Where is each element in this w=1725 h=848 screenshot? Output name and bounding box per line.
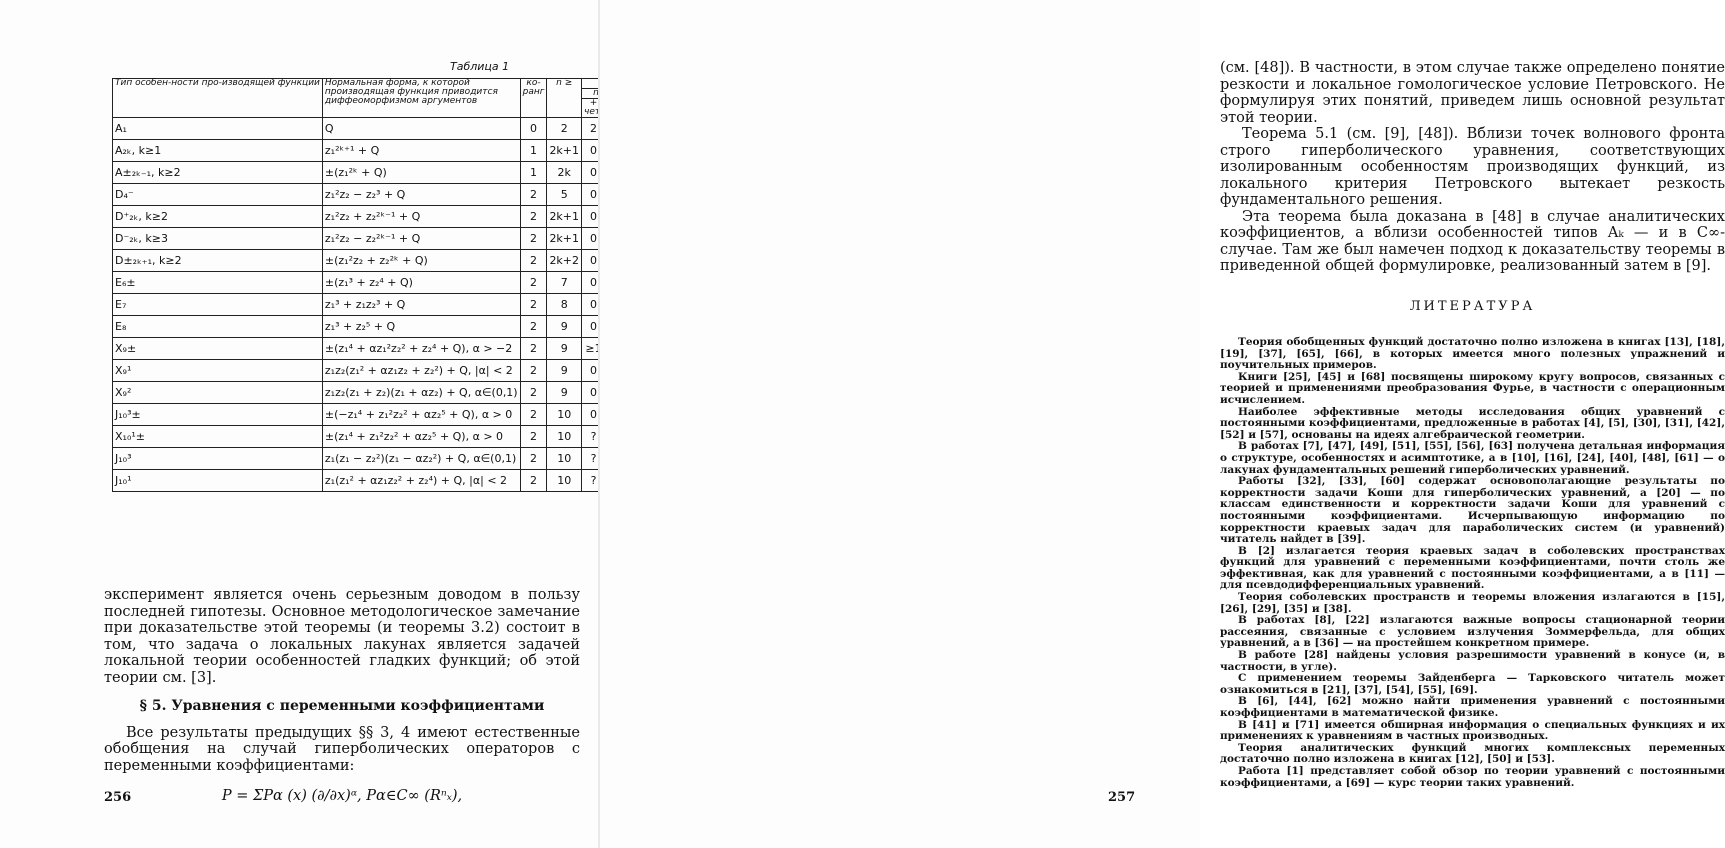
row-type: A±₂ₖ₋₁, k≥2 xyxy=(113,162,323,184)
row-lacunae-even-plus: 0 xyxy=(582,360,606,382)
references-list xyxy=(1220,337,1725,789)
table-caption: Таблица 1 xyxy=(450,60,509,73)
row-n: 2k+1 xyxy=(547,140,582,162)
row-normal-form: ±(z₁²z₂ + z₂²ᵏ + Q) xyxy=(322,250,520,272)
right-text xyxy=(1220,60,1725,789)
row-n: 2 xyxy=(547,118,582,140)
row-normal-form: Q xyxy=(322,118,520,140)
row-normal-form: ±(−z₁⁴ + z₁²z₂² + αz₂⁵ + Q), α > 0 xyxy=(322,404,520,426)
row-n: 10 xyxy=(547,426,582,448)
row-rank: 2 xyxy=(520,294,547,316)
row-type: X₁₀¹± xyxy=(113,426,323,448)
formula: P = ΣPα (x) (∂/∂x)ᵅ, Pα∈C∞ (Rⁿₓ), xyxy=(104,788,580,805)
row-normal-form: z₁(z₁² + αz₁z₂² + z₂⁴) + Q, |α| < 2 xyxy=(322,470,520,492)
row-n: 9 xyxy=(547,382,582,404)
header-n: n ≥ xyxy=(547,79,582,118)
reference-paragraph: Книги [25], [45] и [68] посвящены широкому кругу вопросов, связанных с теорией и применениями преобразования Фурье, в частности с операционным исчислением. xyxy=(1220,372,1725,407)
reference-paragraph: Теория аналитических функций многих комплексных переменных достаточно полно изложена в книгах [12], [50] и [53]. xyxy=(1220,743,1725,766)
row-n: 7 xyxy=(547,272,582,294)
row-type: E₇ xyxy=(113,294,323,316)
header-plus-even: + чет. xyxy=(582,99,606,118)
row-rank: 2 xyxy=(520,426,547,448)
paragraph: Эта теорема была доказана в [48] в случае аналитических коэффициентов, а вблизи особенностей типов Aₖ — и в C∞-случае. Там же был намечен подход к доказательству теоремы в приведенной общей формулировке, реализованный затем в [9]. xyxy=(1220,209,1725,275)
row-rank: 2 xyxy=(520,360,547,382)
row-n: 2k+2 xyxy=(547,250,582,272)
paragraph: (см. [48]). В частности, в этом случае также определено понятие резкости и локальное гомологическое условие Петровского. Не формулируя этих понятий, приведем лишь основной результат этой теории. xyxy=(1220,60,1725,126)
reference-paragraph: В [2] излагается теория краевых задач в соболевских пространствах функций для уравнений с переменными коэффициентами, почти столь же эффективная, как для уравнений с постоянными коэффициентами, а в [11] — для псевдодифференциальных уравнений. xyxy=(1220,546,1725,592)
row-n: 2k+1 xyxy=(547,206,582,228)
reference-paragraph: В [41] и [71] имеется обширная информация о специальных функциях и их применениях к уравнениям в частных производных. xyxy=(1220,720,1725,743)
row-lacunae-even-plus: 0 xyxy=(582,184,606,206)
row-type: A₁ xyxy=(113,118,323,140)
reference-paragraph: В [6], [44], [62] можно найти применения уравнений с постоянными коэффициентами в математической физике. xyxy=(1220,696,1725,719)
row-lacunae-even-plus: 0 xyxy=(582,206,606,228)
row-n: 8 xyxy=(547,294,582,316)
row-type: D⁻₂ₖ, k≥3 xyxy=(113,228,323,250)
row-normal-form: ±(z₁⁴ + z₁²z₂² + αz₂⁵ + Q), α > 0 xyxy=(322,426,520,448)
row-n: 2k+1 xyxy=(547,228,582,250)
row-lacunae-even-plus: 0 xyxy=(582,294,606,316)
right-page xyxy=(600,0,1200,848)
row-normal-form: ±(z₁³ + z₂⁴ + Q) xyxy=(322,272,520,294)
row-rank: 2 xyxy=(520,448,547,470)
row-normal-form: z₁z₂(z₁ + z₂)(z₁ + αz₂) + Q, α∈(0,1) xyxy=(322,382,520,404)
row-type: D±₂ₖ₊₁, k≥2 xyxy=(113,250,323,272)
row-n: 10 xyxy=(547,404,582,426)
reference-paragraph: Наиболее эффективные методы исследования общих уравнений с постоянными коэффициентами, предложенные в работах [4], [5], [30], [31], [42], [52] и [57], основаны на идеях алгебраической геометрии. xyxy=(1220,407,1725,442)
row-rank: 1 xyxy=(520,140,547,162)
paragraph: эксперимент является очень серьезным доводом в пользу последней гипотезы. Основное методологическое замечание при доказательстве этой теоремы (и теоремы 3.2) состоит в том, что задача о локальных лакунах является задачей локальной теории особенностей гладких функций; об этой теории см. [3]. xyxy=(104,587,580,686)
row-n: 5 xyxy=(547,184,582,206)
row-lacunae-even-plus: 0 xyxy=(582,228,606,250)
page-number: 256 xyxy=(104,790,131,805)
row-rank: 2 xyxy=(520,470,547,492)
row-normal-form: z₁(z₁ − z₂²)(z₁ − αz₂²) + Q, α∈(0,1) xyxy=(322,448,520,470)
row-lacunae-even-plus: ≥1 xyxy=(582,338,606,360)
paragraph: Все результаты предыдущих §§ 3, 4 имеют естественные обобщения на случай гиперболических операторов с переменными коэффициентами: xyxy=(104,725,580,775)
row-rank: 2 xyxy=(520,338,547,360)
row-n: 9 xyxy=(547,360,582,382)
row-lacunae-even-plus: 0 xyxy=(582,382,606,404)
row-type: X₉¹ xyxy=(113,360,323,382)
row-type: J₁₀³ xyxy=(113,448,323,470)
section-title: § 5. Уравнения с переменными коэффициентами xyxy=(104,698,580,715)
row-rank: 2 xyxy=(520,250,547,272)
row-lacunae-even-plus: 0 xyxy=(582,316,606,338)
row-rank: 2 xyxy=(520,228,547,250)
row-rank: 0 xyxy=(520,118,547,140)
row-lacunae-even-plus: 2 xyxy=(582,118,606,140)
row-lacunae-even-plus: 0 xyxy=(582,404,606,426)
row-n: 10 xyxy=(547,448,582,470)
row-rank: 2 xyxy=(520,206,547,228)
row-n: 9 xyxy=(547,338,582,360)
row-normal-form: z₁²z₂ − z₂²ᵏ⁻¹ + Q xyxy=(322,228,520,250)
row-lacunae-even-plus: ? xyxy=(582,448,606,470)
row-normal-form: z₁z₂(z₁² + αz₁z₂ + z₂²) + Q, |α| < 2 xyxy=(322,360,520,382)
row-type: J₁₀¹ xyxy=(113,470,323,492)
row-normal-form: ±(z₁²ᵏ + Q) xyxy=(322,162,520,184)
page-number: 257 xyxy=(1108,790,1135,805)
row-normal-form: z₁²z₂ − z₂³ + Q xyxy=(322,184,520,206)
row-type: J₁₀³± xyxy=(113,404,323,426)
left-text xyxy=(104,587,580,805)
reference-paragraph: В работах [7], [47], [49], [51], [55], [56], [63] получена детальная информация о структуре, особенностях и асимптотике, а в [10], [16], [24], [40], [48], [61] — о лакунах фундаментальных решений гиперболических уравнений. xyxy=(1220,441,1725,476)
row-type: A₂ₖ, k≥1 xyxy=(113,140,323,162)
row-type: X₉± xyxy=(113,338,323,360)
reference-paragraph: Работы [32], [33], [60] содержат основополагающие результаты по корректности задачи Коши для гиперболических уравнений, а [20] — по классам единственности и корректности задачи Коши для уравнений с постоянными коэффициентами. Исчерпывающую информацию по корректности краевых задач для параболических систем (и уравнений) читатель найдет в [39]. xyxy=(1220,476,1725,546)
row-normal-form: z₁²z₂ + z₂²ᵏ⁻¹ + Q xyxy=(322,206,520,228)
row-n: 9 xyxy=(547,316,582,338)
row-rank: 2 xyxy=(520,272,547,294)
row-lacunae-even-plus: 0 xyxy=(582,162,606,184)
row-rank: 2 xyxy=(520,316,547,338)
row-lacunae-even-plus: 0 xyxy=(582,250,606,272)
reference-paragraph: В работе [28] найдены условия разрешимости уравнений в конусе (и, в частности, в угле). xyxy=(1220,650,1725,673)
row-normal-form: z₁²ᵏ⁺¹ + Q xyxy=(322,140,520,162)
reference-paragraph: Теория соболевских пространств и теоремы вложения излагаются в [15], [26], [29], [35] и [38]. xyxy=(1220,592,1725,615)
row-lacunae-even-plus: ? xyxy=(582,470,606,492)
reference-paragraph: В работах [8], [22] излагаются важные вопросы стационарной теории рассеяния, связанные с условием излучения Зоммерфельда, для общих уравнений, а в [36] — на простейшем конкретном примере. xyxy=(1220,615,1725,650)
row-rank: 1 xyxy=(520,162,547,184)
theorem: Теорема 5.1 (см. [9], [48]). Вблизи точек волнового фронта строго гиперболического уравнения, соответствующих изолированным особенностям производящих функций, из локального критерия Петровского вытекает резкость фундаментального решения. xyxy=(1220,126,1725,209)
row-lacunae-even-plus: 0 xyxy=(582,272,606,294)
header-normal-form: Нормальная форма, к которой производящая функция приводится диффеоморфизмом аргументов xyxy=(322,79,520,118)
reference-paragraph: Теория обобщенных функций достаточно полно изложена в книгах [13], [18], [19], [37], [65], [66], в которых имеется много полезных упражнений и поучительных примеров. xyxy=(1220,337,1725,372)
row-normal-form: ±(z₁⁴ + αz₁²z₂² + z₂⁴ + Q), α > −2 xyxy=(322,338,520,360)
row-n: 2k xyxy=(547,162,582,184)
row-type: X₉² xyxy=(113,382,323,404)
reference-paragraph: С применением теоремы Зайденберга — Тарковского читатель может ознакомиться в [21], [37], [54], [55], [69]. xyxy=(1220,673,1725,696)
header-type: Тип особен-ности про-изводящей функции xyxy=(113,79,323,118)
row-lacunae-even-plus: ? xyxy=(582,426,606,448)
row-type: D₄⁻ xyxy=(113,184,323,206)
row-type: E₈ xyxy=(113,316,323,338)
left-page xyxy=(0,0,600,848)
row-normal-form: z₁³ + z₁z₂³ + Q xyxy=(322,294,520,316)
row-rank: 2 xyxy=(520,382,547,404)
row-rank: 2 xyxy=(520,404,547,426)
row-normal-form: z₁³ + z₂⁵ + Q xyxy=(322,316,520,338)
reference-paragraph: Работа [1] представляет собой обзор по теории уравнений с постоянными коэффициентами, а [69] — курс теории таких уравнений. xyxy=(1220,766,1725,789)
row-rank: 2 xyxy=(520,184,547,206)
row-type: D⁺₂ₖ, k≥2 xyxy=(113,206,323,228)
row-lacunae-even-plus: 0 xyxy=(582,140,606,162)
row-type: E₆± xyxy=(113,272,323,294)
row-n: 10 xyxy=(547,470,582,492)
references-title: ЛИТЕРАТУРА xyxy=(1220,299,1725,316)
header-rank: ко-ранг xyxy=(520,79,547,118)
